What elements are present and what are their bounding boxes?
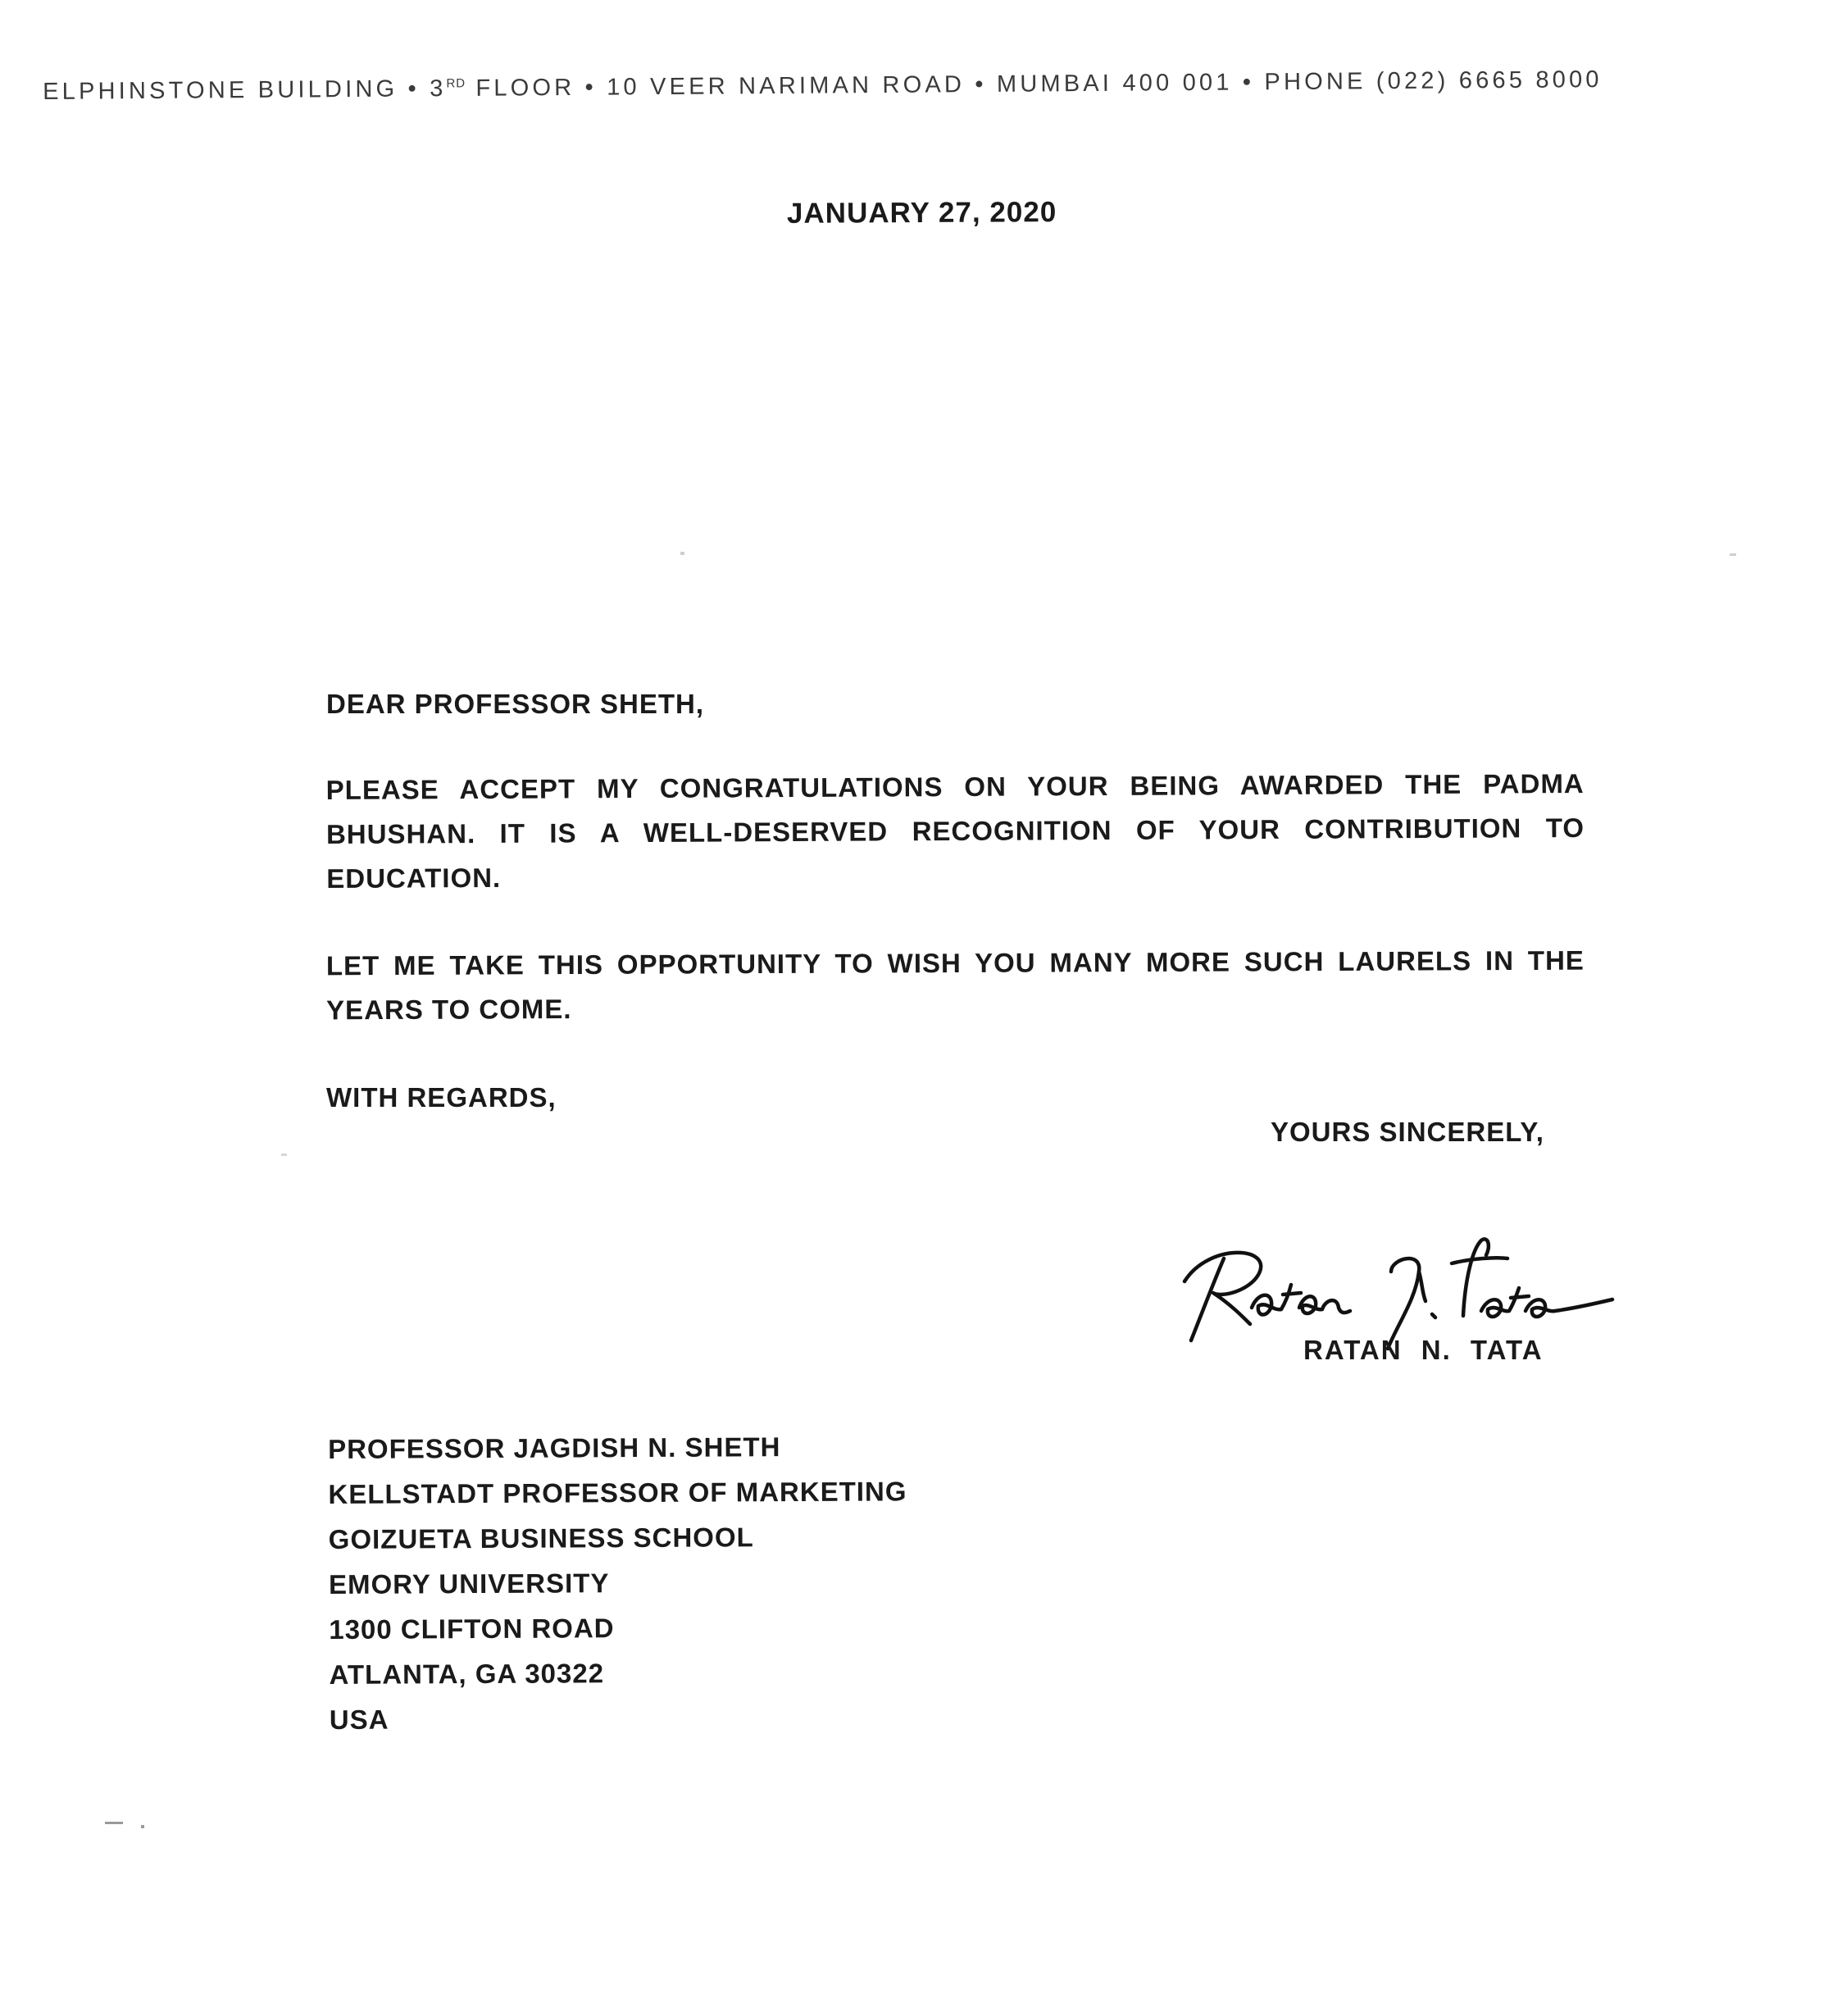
letter-date: JANUARY 27, 2020 (786, 196, 1057, 230)
address-line: KELLSTADT PROFESSOR OF MARKETING (328, 1476, 907, 1509)
body-paragraph-1: PLEASE ACCEPT MY CONGRATULATIONS ON YOUR BEING AWARDED THE PADMA BHUSHAN. IT IS A WELL-DESERVED RECOGNITION OF YOUR CONTRIBUTION TO EDUCATION. (325, 767, 1585, 894)
letterhead-part1: ELPHINSTONE BUILDING • 3 (43, 75, 447, 105)
letterhead-address (43, 65, 1797, 106)
address-line: EMORY UNIVERSITY (328, 1568, 610, 1600)
recipient-address (328, 1423, 908, 1742)
salutation: DEAR PROFESSOR SHETH, (326, 689, 705, 719)
address-line: PROFESSOR JAGDISH N. SHETH (328, 1431, 781, 1464)
scan-speck (680, 552, 684, 555)
signer-name: RATAN N. TATA (1303, 1335, 1544, 1365)
closing-line: YOURS SINCERELY, (1271, 1117, 1544, 1147)
scan-speck (281, 1154, 287, 1156)
letterhead-ordinal: RD (446, 76, 466, 91)
scan-speck (141, 1825, 144, 1828)
address-line: GOIZUETA BUSINESS SCHOOL (328, 1522, 754, 1554)
address-line: USA (329, 1704, 389, 1735)
scan-speck (105, 1822, 123, 1824)
scan-speck (1730, 553, 1736, 556)
address-line: 1300 CLIFTON ROAD (329, 1613, 615, 1645)
regards-line: WITH REGARDS, (326, 1082, 557, 1113)
body-paragraph-2: LET ME TAKE THIS OPPORTUNITY TO WISH YOU MANY MORE SUCH LAURELS IN THE YEARS TO COME. (325, 944, 1585, 1026)
address-line: ATLANTA, GA 30322 (329, 1658, 605, 1690)
letterhead-part2: FLOOR • 10 VEER NARIMAN ROAD • MUMBAI 400 001 • PHONE (022) 6665 8000 (466, 66, 1603, 102)
